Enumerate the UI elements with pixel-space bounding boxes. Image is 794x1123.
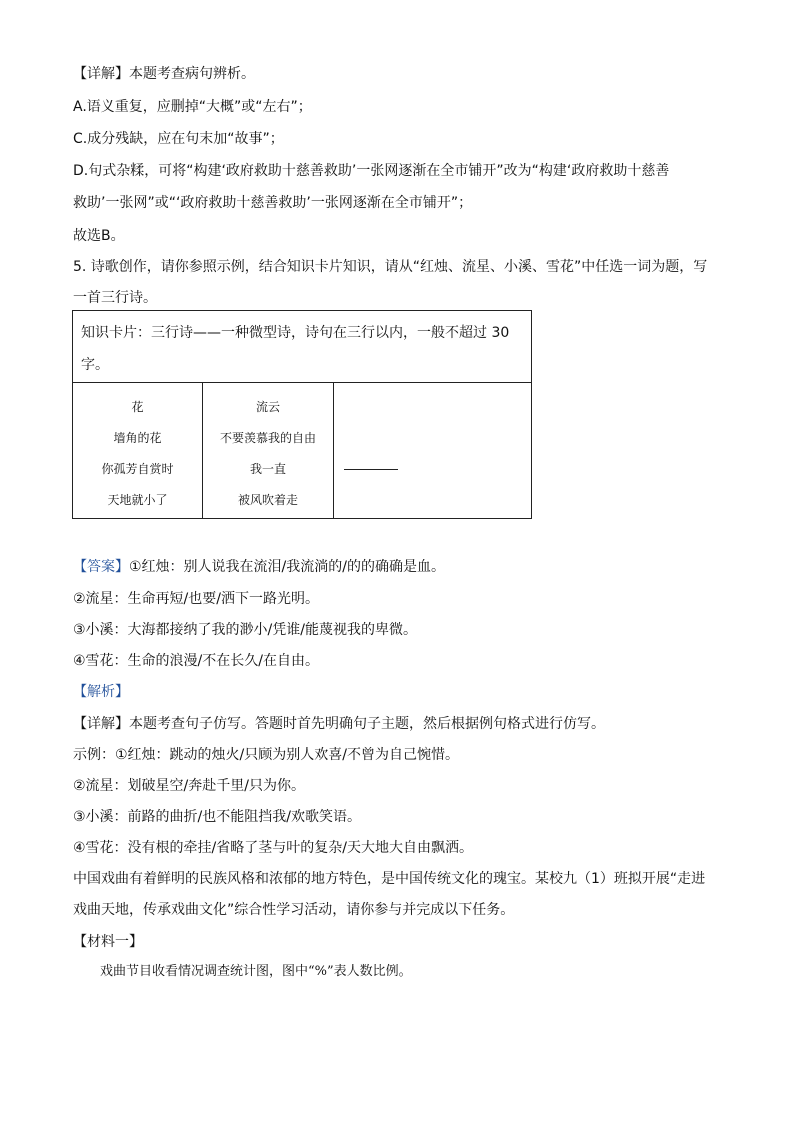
question-5: 5. 诗歌创作，请你参照示例，结合知识卡片知识，请从“红烛、流星、小溪、雪花”中任选一词为题，写 — [73, 259, 708, 275]
answer-line-1 — [73, 557, 445, 577]
option-d-note: D.句式杂糅，可将“构建‘政府救助十慈善救助’一张网逐渐在全市铺开”改为“构建‘政府救助十慈善 — [73, 163, 670, 179]
chart-caption: 戏曲节目收看情况调查统计图，图中“%”表人数比例。 — [100, 964, 412, 979]
option-d-note-cont: 救助’一张网”或“‘政府救助十慈善救助’一张网逐渐在全市铺开”； — [73, 195, 473, 211]
example-line-3: ③小溪：前路的曲折/也不能阻挡我/欢歌笑语。 — [73, 809, 361, 825]
analysis-detail: 【详解】本题考查句子仿写。答题时首先明确句子主题，然后根据例句格式进行仿写。 — [73, 716, 605, 732]
poem-line: 天地就小了 — [107, 493, 168, 507]
question-5-cont: 一首三行诗。 — [73, 290, 157, 306]
intro-paragraph-cont: 戏曲天地，传承戏曲文化”综合性学习活动，请你参与并完成以下任务。 — [73, 902, 515, 918]
example-line-1: 示例：①红烛：跳动的烛火/只顾为别人欢喜/不曾为自己惋惜。 — [73, 747, 459, 763]
answer-line-4: ④雪花：生命的浪漫/不在长久/在自由。 — [73, 653, 319, 669]
example-line-2: ②流星：划破星空/奔赴千里/只为你。 — [73, 778, 305, 794]
option-a-note: A.语义重复，应删掉“大概”或“左右”； — [73, 99, 312, 115]
answer-line-2: ②流星：生命再短/也要/洒下一路光明。 — [73, 591, 319, 607]
poem-line: 不要羡慕我的自由 — [219, 431, 316, 445]
intro-paragraph: 中国戏曲有着鲜明的民族风格和浓郁的地方特色，是中国传统文化的瑰宝。某校九（1）班拟开展“走进 — [73, 871, 706, 887]
answer-choice: 故选B。 — [73, 228, 125, 244]
knowledge-card-header — [73, 311, 531, 383]
example-poem-flower — [73, 383, 203, 518]
option-c-note: C.成分残缺，应在句末加“故事”； — [73, 131, 284, 147]
answer-blank — [344, 469, 398, 470]
poem-line: 墙角的花 — [113, 431, 162, 445]
poem-line: 我一直 — [249, 462, 286, 476]
answer-cell — [334, 383, 531, 518]
knowledge-card-text: 知识卡片：三行诗——一种微型诗，诗句在三行以内，一般不超过 30 — [81, 325, 510, 341]
example-line-4: ④雪花：没有根的牵挂/省略了茎与叶的复杂/天大地大自由飘洒。 — [73, 840, 473, 856]
explanation-heading: 【详解】本题考查病句辨析。 — [73, 66, 255, 82]
answer-label: 【答案】 — [73, 559, 129, 575]
knowledge-card-text-cont: 字。 — [81, 357, 109, 373]
analysis-label: 【解析】 — [73, 684, 129, 700]
knowledge-card-table — [72, 310, 532, 519]
poem-title: 花 — [131, 400, 144, 414]
poem-title: 流云 — [255, 400, 280, 414]
answer-line-3: ③小溪：大海都接纳了我的渺小/凭谁/能蔑视我的卑微。 — [73, 622, 417, 638]
example-poem-cloud — [203, 383, 334, 518]
material-one-label: 【材料一】 — [73, 934, 143, 950]
poem-line: 被风吹着走 — [237, 493, 298, 507]
poem-line: 你孤芳自赏时 — [101, 462, 174, 476]
answer-text: ①红烛：别人说我在流泪/我流淌的/的的确确是血。 — [129, 559, 445, 575]
